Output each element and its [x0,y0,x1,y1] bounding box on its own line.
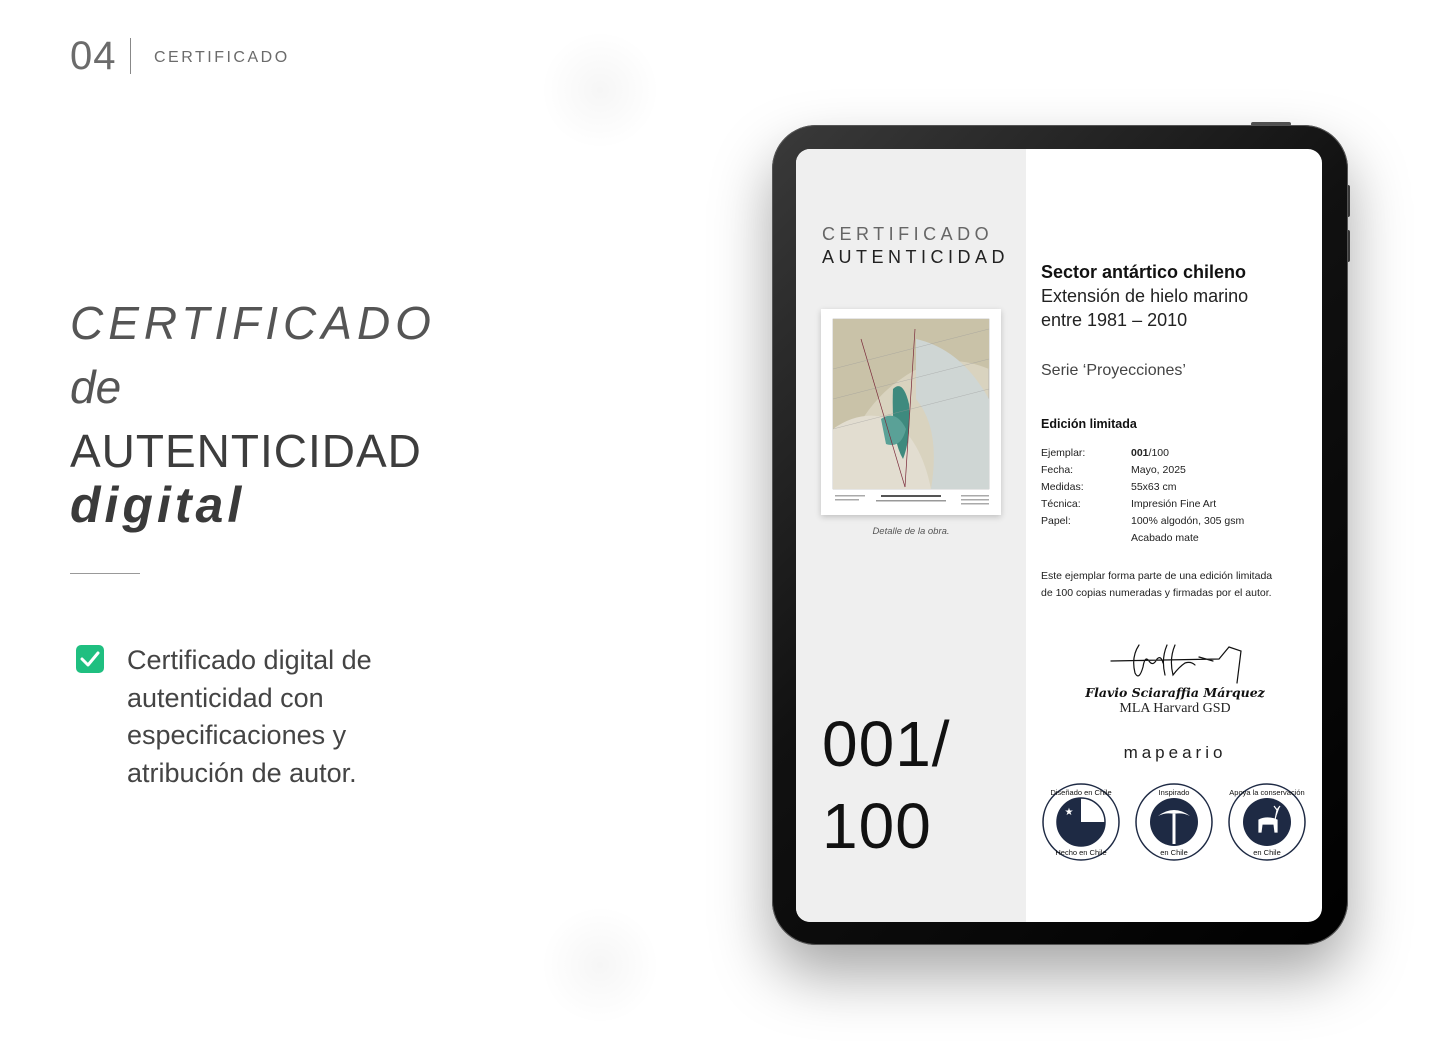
signature-image [1109,637,1249,687]
artwork-title: Sector antártico chileno [1041,262,1247,282]
spec-label: Ejemplar: [1041,447,1086,459]
spec-value-rest: /100 [1148,447,1169,459]
certificate-heading-light: CERTIFICADO [822,224,994,244]
spec-label: Medidas: [1041,481,1084,493]
spec-label: Técnica: [1041,498,1081,510]
spec-value: Mayo, 2025 [1131,464,1186,476]
svg-text:★: ★ [1064,807,1074,818]
background-glow [540,30,660,150]
badge-inspired-in-chile [1134,782,1214,862]
section-label: CERTIFICADO [154,49,290,66]
hero-title-line2: de [70,361,122,413]
badge-bottom-text: en Chile [1253,848,1281,857]
background-glow [540,905,660,1025]
artwork-subtitle-line2: entre 1981 – 2010 [1041,310,1188,330]
hero-divider [70,573,140,574]
author-degree: MLA Harvard GSD [1119,701,1231,716]
artwork-subtitle-line1: Extensión de hielo marino [1041,286,1249,306]
spec-value [1131,447,1169,459]
certificate-right-panel [1041,149,1311,922]
spec-value: 55x63 cm [1131,481,1177,493]
badge-top-text: Diseñado en Chile [1050,788,1112,797]
badge-conservation [1227,782,1307,862]
header-divider [130,38,131,74]
badge-top-text: Apoya la conservación [1229,788,1305,797]
edition-note: Este ejemplar forma parte de una edición limitada de 100 copias numeradas y firmadas por el autor. [1041,570,1273,600]
edition-heading: Edición limitada [1041,417,1137,431]
badge-bottom-text: Hecho en Chile [1055,848,1107,857]
certificate-left-panel [796,149,1026,922]
author-name: Flavio Sciaraffia Márquez [1085,685,1265,700]
artwork-series: Serie ‘Proyecciones’ [1041,362,1186,379]
section-number: 04 [70,34,117,78]
edition-number-top: 001/ [822,708,951,780]
artwork-thumbnail [821,309,1001,515]
badge-bottom-text: en Chile [1160,848,1188,857]
hero-title-line4: digital [70,477,246,533]
spec-label: Fecha: [1041,464,1074,476]
spec-value-bold: 001 [1131,447,1149,459]
badge-designed-in-chile [1041,782,1121,862]
certificate-heading-dark: AUTENTICIDAD [822,247,1010,267]
edition-number-bottom: 100 [822,790,932,862]
checkbox-icon [76,645,104,673]
hero-title-line3: AUTENTICIDAD [70,425,422,477]
artwork-caption: Detalle de la obra. [872,526,950,537]
feature-text: Certificado digital de autenticidad con especificaciones y atribución de autor. [127,645,372,788]
tablet-screen [796,149,1322,922]
spec-value: Impresión Fine Art [1131,498,1217,510]
spec-value: 100% algodón, 305 gsm [1131,515,1245,527]
spec-value: Acabado mate [1131,532,1199,544]
spec-label: Papel: [1041,515,1071,527]
badge-top-text: Inspirado [1158,788,1190,797]
hero-title-line1: CERTIFICADO [70,297,436,349]
brand-name: mapeario [1123,743,1227,762]
